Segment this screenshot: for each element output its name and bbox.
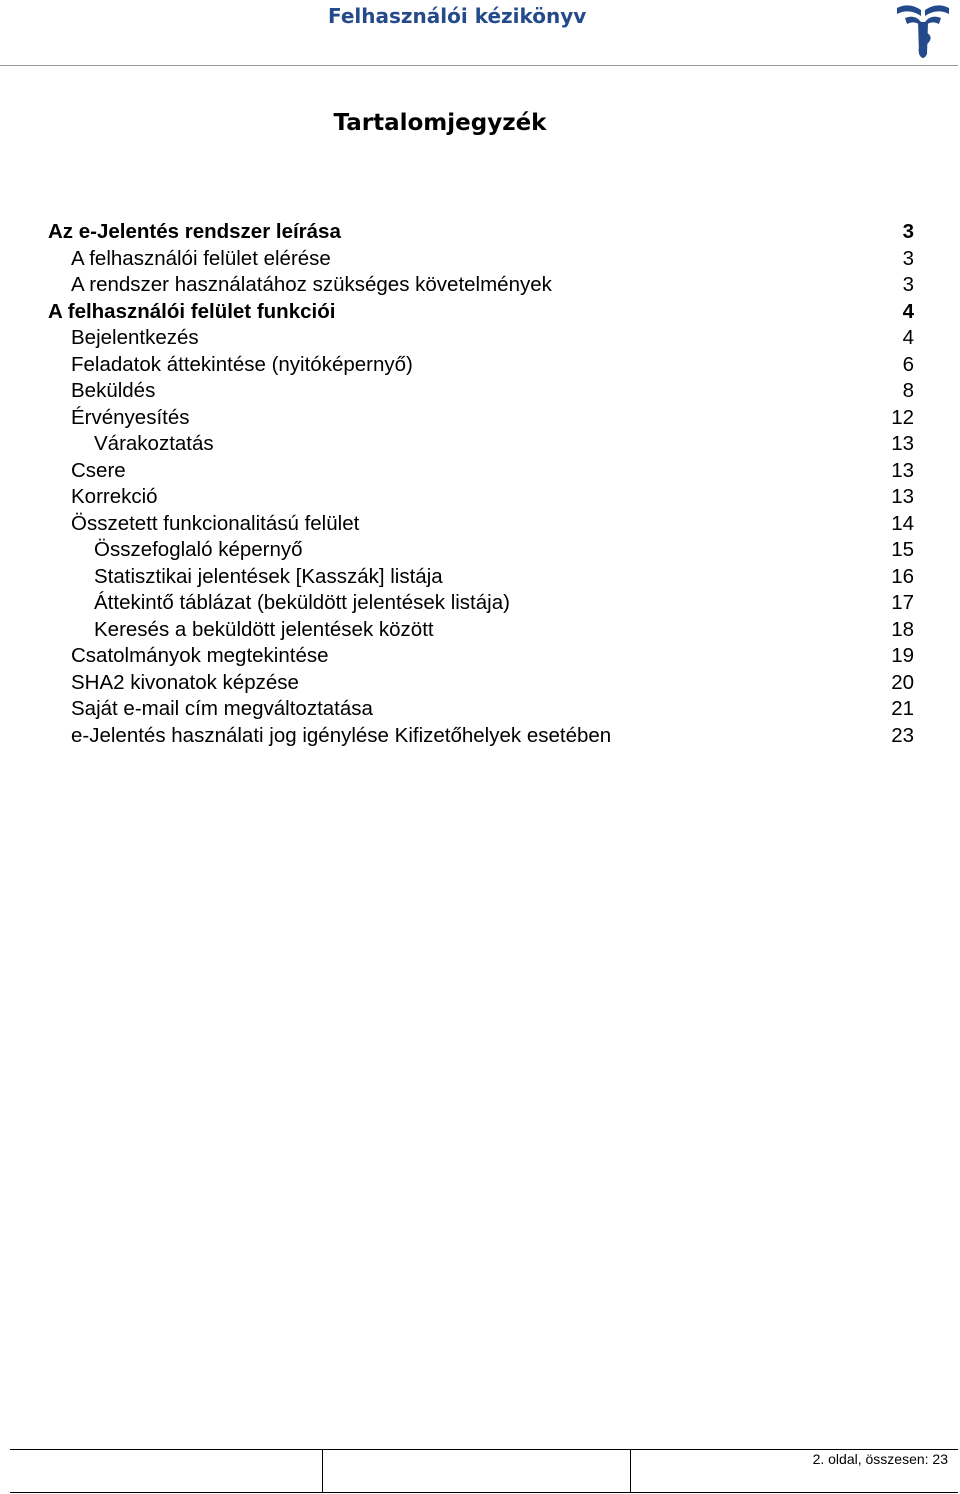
toc-entry[interactable] [0,537,960,564]
toc-entry[interactable] [0,219,960,246]
toc-entry-page: 12 [891,405,914,429]
toc-entry[interactable] [0,246,960,273]
toc-entry-label: Az e-Jelentés rendszer leírása [48,220,341,243]
toc-entry[interactable] [0,458,960,485]
toc-entry-label: Összefoglaló képernyő [94,538,303,561]
toc-entry-label: Beküldés [71,379,156,402]
toc-entry[interactable] [0,484,960,511]
toc-entry-page: 17 [891,591,914,614]
toc-entry[interactable] [0,405,960,432]
toc-entry-label: Várakoztatás [94,432,214,455]
toc-entry-label: Összetett funkcionalitású felület [71,511,360,535]
footer-table [10,1449,958,1493]
toc-entry-page: 16 [891,564,914,588]
toc-entry[interactable] [0,299,960,326]
toc-entry-page: 13 [891,458,914,482]
toc-entry-label: Érvényesítés [71,405,190,429]
footer-cell-right [631,1450,958,1492]
toc-entry[interactable] [0,352,960,379]
toc-entry-label: A felhasználói felület funkciói [48,299,336,323]
toc-entry[interactable] [0,643,960,670]
toc-entry-page: 3 [902,220,914,243]
toc-entry[interactable] [0,564,960,591]
toc-entry[interactable] [0,378,960,405]
footer-cell-middle [323,1450,631,1492]
toc-entry-label: Keresés a beküldött jelentések között [94,617,434,641]
toc-entry-label: Statisztikai jelentések [Kasszák] listája [94,564,443,588]
toc-entry-page: 3 [902,246,914,270]
toc-entry-page: 6 [902,352,914,376]
toc-entry-page: 19 [891,644,914,667]
toc-entry-label: A rendszer használatához szükséges követelmények [71,273,552,296]
toc-entry[interactable] [0,431,960,458]
toc-entry-page: 8 [902,379,914,402]
toc-entry-label: Feladatok áttekintése (nyitóképernyő) [71,352,413,376]
toc-entry-page: 13 [891,485,914,508]
header-title: Felhasználói kézikönyv [328,4,587,28]
toc-entry-label: SHA2 kivonatok képzése [71,670,299,694]
toc-entry[interactable] [0,723,960,750]
toc-entry[interactable] [0,617,960,644]
toc-entry-page: 3 [902,273,914,296]
toc-entry-page: 4 [902,299,914,323]
caduceus-logo-icon [895,2,951,62]
toc-entry-page: 13 [891,432,914,455]
toc-entry[interactable] [0,670,960,697]
table-of-contents [0,219,960,749]
toc-entry-page: 18 [891,617,914,641]
toc-entry-label: Áttekintő táblázat (beküldött jelentések listája) [94,591,510,614]
toc-title: Tartalomjegyzék [333,110,547,136]
header-divider [0,65,958,66]
toc-entry[interactable] [0,272,960,299]
toc-entry-label: Saját e-mail cím megváltoztatása [71,697,373,720]
toc-entry-page: 14 [891,511,914,535]
toc-entry-page: 20 [891,670,914,694]
toc-entry-page: 23 [891,723,914,747]
toc-entry-label: Bejelentkezés [71,326,199,349]
page-number: 2. oldal, összesen: 23 [812,1451,948,1467]
toc-entry-label: Korrekció [71,485,158,508]
toc-entry-page: 4 [902,326,914,349]
toc-entry-label: Csatolmányok megtekintése [71,644,329,667]
toc-entry-label: e-Jelentés használati jog igénylése Kifizetőhelyek esetében [71,723,612,747]
toc-entry[interactable] [0,325,960,352]
toc-entry-page: 21 [891,697,914,720]
toc-entry-label: Csere [71,458,126,482]
footer-cell-left [10,1450,323,1492]
toc-entry[interactable] [0,511,960,538]
toc-entry-page: 15 [891,538,914,561]
toc-entry[interactable] [0,696,960,723]
toc-entry-label: A felhasználói felület elérése [71,246,331,270]
toc-entry[interactable] [0,590,960,617]
